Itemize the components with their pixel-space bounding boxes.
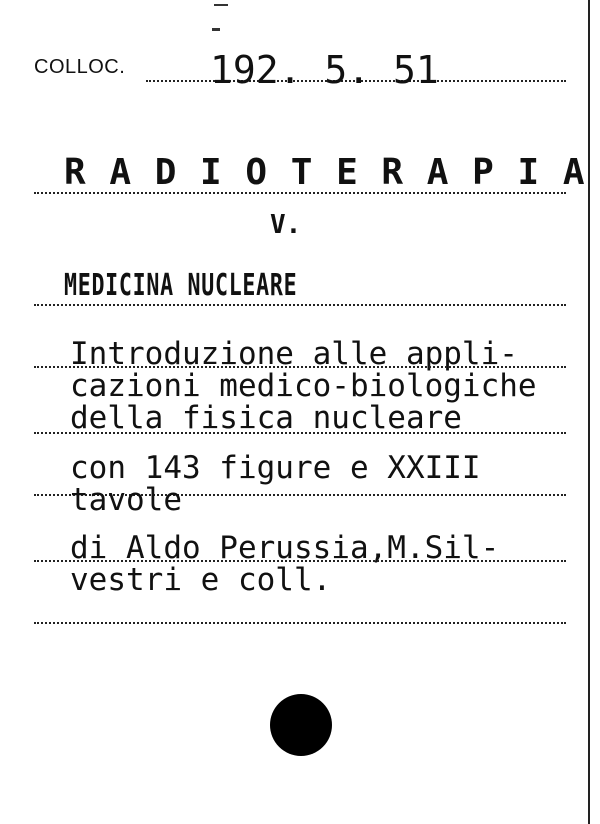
author-line: di Aldo Perussia,M.Sil-: [70, 530, 500, 566]
title-line: cazioni medico-biologiche: [70, 368, 537, 404]
title-line: della fisica nucleare: [70, 400, 462, 436]
punch-mark: [212, 28, 220, 31]
subject-heading: R A D I O T E R A P I A: [64, 152, 586, 193]
separator: V.: [270, 210, 302, 240]
dotted-rule: [34, 192, 566, 194]
dotted-rule: [34, 622, 566, 624]
colloc-value: 192. 5. 51: [210, 48, 439, 92]
description-line: con 143 figure e XXIII: [70, 450, 481, 486]
punch-mark: [214, 4, 228, 6]
colloc-label: COLLOC.: [34, 56, 126, 78]
punched-hole: [270, 694, 332, 756]
sub-heading: MEDICINA NUCLEARE: [64, 268, 298, 303]
card-edge: [588, 0, 590, 824]
description-line: tavole: [70, 482, 182, 518]
dotted-rule: [34, 304, 566, 306]
dotted-rule: [34, 432, 566, 434]
title-line: Introduzione alle appli-: [70, 336, 518, 372]
author-line: vestri e coll.: [70, 562, 332, 598]
